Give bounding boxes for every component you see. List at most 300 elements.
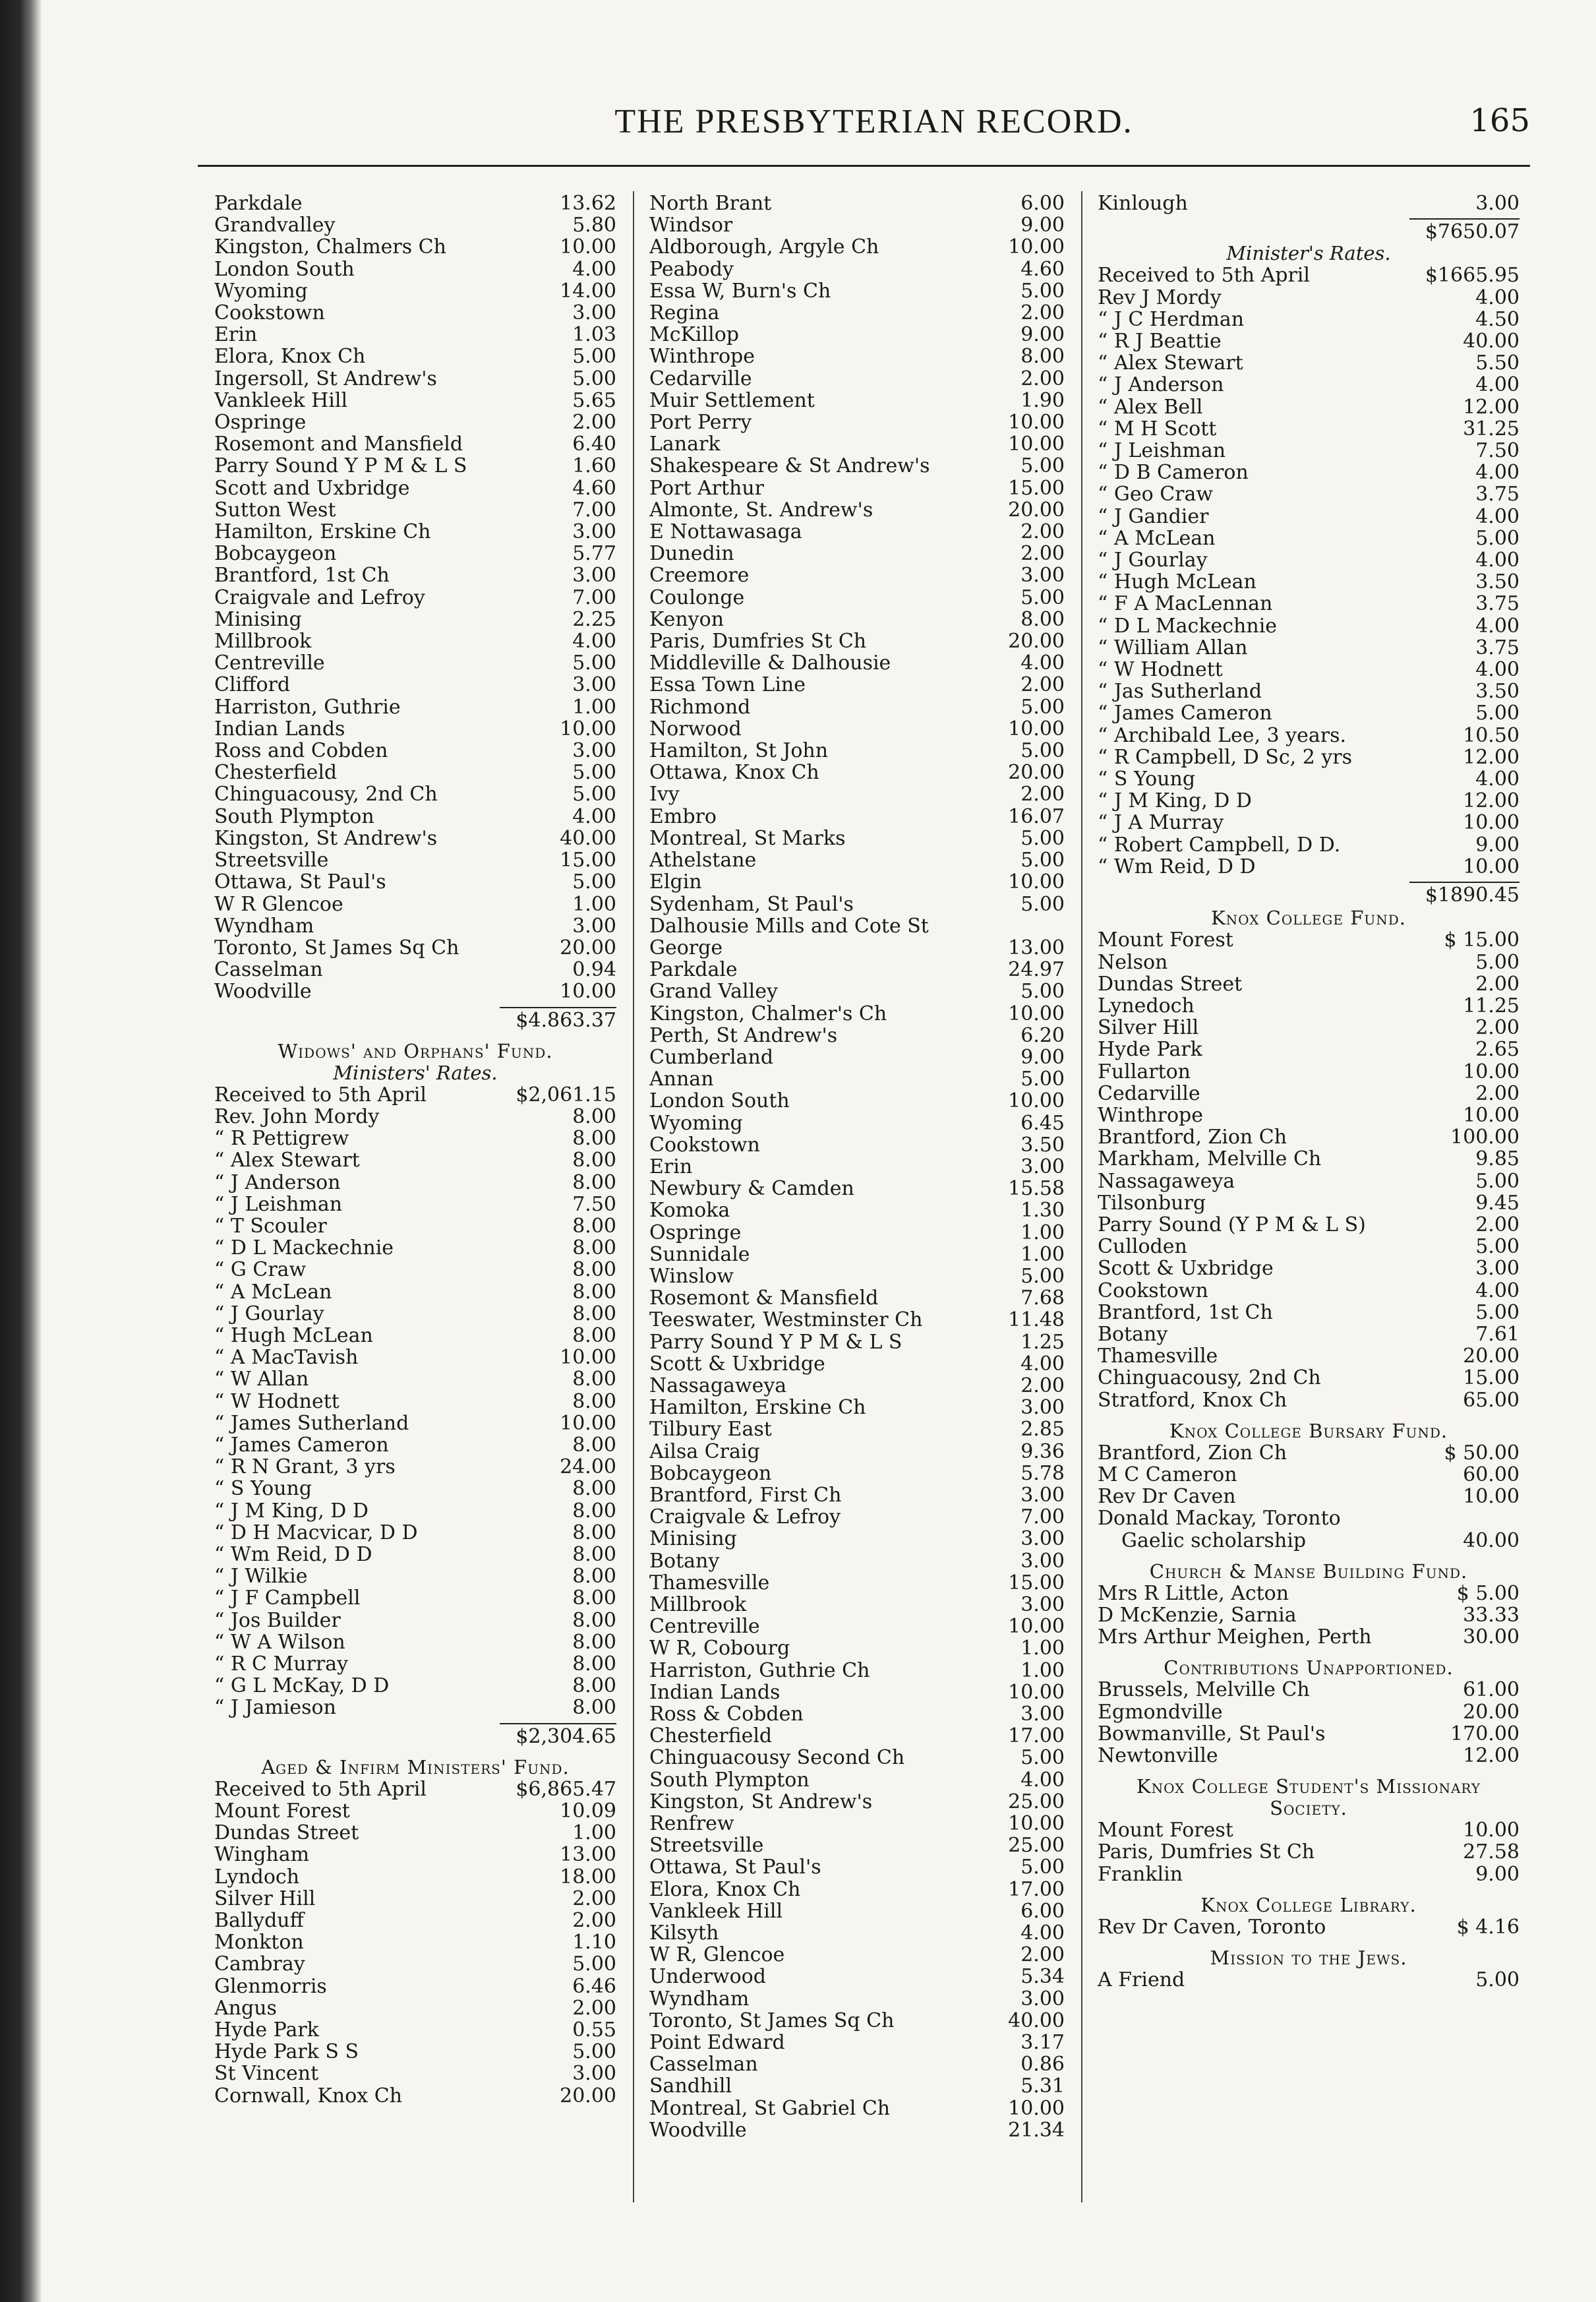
item-name: “ J M King, D D [214, 1499, 369, 1522]
list-item [214, 937, 616, 959]
item-name: Vankleek Hill [214, 389, 348, 412]
item-name: “ R J Beattie [1098, 330, 1222, 353]
item-name: “ Alex Stewart [214, 1149, 360, 1172]
item-name: Rosemont and Mansfield [214, 433, 463, 456]
item-amount: 4.60 [572, 476, 616, 500]
item-amount: 4.00 [1475, 461, 1520, 485]
item-amount: 4.00 [1475, 549, 1520, 572]
subtotal: $1890.45 [1098, 882, 1520, 906]
item-name: Point Edward [649, 2032, 785, 2054]
item-amount: 3.00 [1020, 1483, 1065, 1507]
item-name: “ J F Campbell [214, 1587, 361, 1610]
list-item [1098, 1105, 1520, 1126]
item-amount: 10.00 [1008, 1812, 1065, 1836]
list-item [649, 477, 1065, 499]
list-item [214, 674, 616, 696]
item-amount: $ 5.00 [1456, 1581, 1520, 1605]
item-name: Mount Forest [1098, 929, 1233, 952]
item-name: Ottawa, St Paul's [649, 1856, 821, 1879]
item-amount: 8.00 [572, 1236, 616, 1260]
list-item [214, 1931, 616, 1953]
page-header [218, 102, 1530, 148]
item-amount: 2.25 [572, 607, 616, 631]
item-name: Bobcaygeon [649, 1462, 772, 1484]
list-item [1098, 768, 1520, 790]
item-amount: 1.00 [1020, 1637, 1065, 1660]
item-amount: 3.00 [1020, 1155, 1065, 1178]
item-name: Peabody [649, 258, 734, 280]
list-item [214, 477, 616, 499]
item-name: “ A McLean [214, 1281, 332, 1303]
list-item [1098, 1061, 1520, 1083]
item-amount: 3.00 [1020, 564, 1065, 588]
item-amount: 6.00 [1020, 192, 1065, 215]
list-item [649, 521, 1065, 543]
item-amount: 3.00 [1020, 1527, 1065, 1551]
item-amount: 0.55 [572, 2018, 616, 2042]
item-amount: 9.00 [1475, 1862, 1520, 1886]
list-item [214, 1368, 616, 1390]
list-item [649, 1988, 1065, 2010]
item-name: “ James Cameron [1098, 702, 1272, 725]
item-amount: 1.00 [1020, 1221, 1065, 1244]
item-amount: 10.00 [1008, 1089, 1065, 1113]
item-amount: 25.00 [1008, 1790, 1065, 1813]
list-item [649, 1769, 1065, 1791]
item-name: “ W Hodnett [1098, 659, 1223, 681]
item-amount: 8.00 [572, 1521, 616, 1544]
list-item [214, 236, 616, 258]
list-item [214, 915, 616, 937]
list-item [214, 564, 616, 586]
item-name: “ Hugh McLean [1098, 571, 1256, 593]
item-name: “ W Allan [214, 1368, 309, 1391]
item-amount: 8.00 [572, 1149, 616, 1172]
item-amount: 8.00 [572, 1587, 616, 1610]
item-amount: 3.00 [572, 673, 616, 697]
item-amount: 7.68 [1020, 1287, 1065, 1310]
item-amount: 6.00 [1020, 1899, 1065, 1923]
item-amount: 8.00 [1020, 607, 1065, 631]
list-item [214, 543, 616, 564]
item-name: Dunedin [649, 543, 734, 565]
item-name: Richmond [649, 696, 751, 718]
item-name: Teeswater, Westminster Ch [649, 1309, 923, 1331]
list-item [214, 609, 616, 630]
section-heading: Knox College Library. [1200, 1893, 1417, 1916]
item-amount: 5.50 [1475, 351, 1520, 375]
list-item [649, 1112, 1065, 1134]
list-item [1098, 637, 1520, 659]
list-item [214, 1976, 616, 1997]
list-item [649, 762, 1065, 783]
item-name: Parkdale [214, 193, 303, 215]
item-amount: 40.00 [1008, 2009, 1065, 2032]
list-item [649, 587, 1065, 609]
list-item [1098, 1583, 1520, 1604]
item-name: Tilsonburg [1098, 1192, 1206, 1214]
item-name: Clifford [214, 674, 291, 696]
item-amount: 4.00 [1020, 651, 1065, 675]
list-item [1098, 1863, 1520, 1885]
item-amount: 3.00 [572, 564, 616, 588]
item-name: London South [214, 258, 355, 280]
item-amount: 24.97 [1008, 958, 1065, 982]
item-amount: 9.85 [1475, 1147, 1520, 1171]
list-item [649, 1703, 1065, 1725]
list-item [214, 1778, 616, 1800]
item-amount: 10.00 [560, 980, 616, 1004]
list-item [649, 1309, 1065, 1331]
item-amount: 5.00 [572, 761, 616, 785]
list-item [1098, 659, 1520, 681]
item-amount: 31.25 [1463, 417, 1520, 440]
list-item [1098, 374, 1520, 396]
item-amount: 10.00 [1463, 1103, 1520, 1127]
item-amount: 8.00 [572, 1368, 616, 1391]
list-item [1098, 1214, 1520, 1236]
item-amount: 18.00 [560, 1865, 616, 1889]
list-item [1098, 1148, 1520, 1170]
list-item [649, 652, 1065, 674]
list-item [214, 193, 616, 214]
list-item [214, 783, 616, 805]
list-item [649, 1178, 1065, 1199]
contribution-list [649, 193, 1065, 915]
item-name: Nelson [1098, 951, 1168, 973]
list-item [1098, 528, 1520, 549]
item-amount: 5.00 [1475, 1968, 1520, 1992]
item-name: Parry Sound Y P M & L S [214, 455, 467, 477]
item-amount: 2.00 [1020, 1374, 1065, 1397]
item-amount: 3.00 [572, 520, 616, 544]
item-amount: 20.00 [1008, 761, 1065, 785]
list-item [214, 1697, 616, 1718]
item-amount: 5.00 [572, 2040, 616, 2064]
item-name: Lynedoch [1098, 994, 1195, 1017]
item-amount: 4.00 [1475, 504, 1520, 528]
list-item [649, 2010, 1065, 2032]
list-item [214, 302, 616, 324]
item-name: “ Geo Craw [1098, 483, 1214, 506]
item-amount: 1.00 [1020, 1658, 1065, 1682]
list-item: Gaelic scholarship 40.00 [1121, 1529, 1520, 1552]
list-item [214, 1544, 616, 1565]
list-item [1098, 1302, 1520, 1323]
item-amount: 5.00 [1475, 950, 1520, 974]
item-name: Chinguacousy, 2nd Ch [1098, 1367, 1321, 1389]
item-name: Port Perry [649, 411, 752, 434]
list-item [214, 1997, 616, 2019]
item-name: “ Wm Reid, D D [1098, 855, 1256, 878]
item-name: Brantford, First Ch [649, 1484, 842, 1507]
list-item [1098, 746, 1520, 768]
list-item [214, 718, 616, 740]
list-item [649, 937, 1065, 959]
list-item [1098, 929, 1520, 951]
item-name: “ Alex Stewart [1098, 352, 1243, 375]
item-amount: 10.00 [560, 1411, 616, 1435]
item-amount: 2.00 [572, 1996, 616, 2020]
list-item [1098, 1604, 1520, 1626]
item-amount: 5.77 [572, 542, 616, 566]
item-amount: 1.10 [572, 1931, 616, 1954]
item-amount: 5.00 [1020, 1068, 1065, 1091]
item-name: “ J Gandier [1098, 505, 1209, 528]
list-item: Dalhousie Mills and Cote St [649, 915, 929, 937]
list-item [649, 1572, 1065, 1594]
item-amount: 5.65 [572, 388, 616, 412]
list-item [649, 2075, 1065, 2097]
item-amount: 5.00 [572, 870, 616, 894]
item-name: Woodville [214, 981, 312, 1003]
item-amount: 3.50 [1020, 1133, 1065, 1157]
item-name: Erin [214, 324, 258, 346]
aged-ministers-fund-list [214, 1778, 616, 2107]
item-amount: 3.00 [1020, 1396, 1065, 1420]
item-name: Paris, Dumfries St Ch [1098, 1841, 1315, 1863]
item-name: South Plympton [214, 805, 374, 828]
item-name: “ R Pettigrew [214, 1128, 349, 1150]
item-name: Ballyduff [214, 1910, 304, 1932]
list-item [649, 740, 1065, 762]
item-name: London South [649, 1090, 790, 1112]
list-item [649, 1594, 1065, 1616]
item-amount: 10.00 [1008, 1615, 1065, 1639]
item-name: “ R N Grant, 3 yrs [214, 1456, 396, 1478]
item-name: Elora, Knox Ch [649, 1878, 801, 1900]
list-item [649, 1900, 1065, 1922]
item-amount: 3.00 [1020, 1703, 1065, 1726]
item-amount: 9.00 [1020, 323, 1065, 347]
list-item [1098, 1192, 1520, 1214]
item-amount: 0.94 [572, 958, 616, 982]
item-name: Toronto, St James Sq Ch [649, 2009, 895, 2032]
item-name: Cumberland [649, 1046, 774, 1069]
item-amount: 8.00 [572, 1323, 616, 1347]
list-item [1098, 790, 1520, 812]
item-name: Winthrope [649, 346, 755, 368]
item-name: Ottawa, St Paul's [214, 871, 386, 894]
item-name: Fullarton [1098, 1060, 1191, 1083]
item-name: “ J Leishman [214, 1193, 343, 1215]
list-item [214, 959, 616, 981]
list-item [214, 1347, 616, 1368]
list-item [214, 806, 616, 828]
item-name: Essa W, Burn's Ch [649, 280, 831, 303]
item-amount: 3.00 [1020, 1549, 1065, 1573]
item-amount: 10.50 [1463, 723, 1520, 747]
list-item [649, 1244, 1065, 1265]
list-item [1098, 856, 1520, 878]
list-item [214, 2063, 616, 2084]
item-name: “ J A Murray [1098, 812, 1224, 834]
item-amount: 13.00 [1008, 936, 1065, 959]
item-name: W R Glencoe [214, 893, 343, 915]
item-name: Kingston, St Andrew's [649, 1790, 873, 1813]
list-item [214, 1106, 616, 1128]
item-name: Stratford, Knox Ch [1098, 1389, 1287, 1411]
item-amount: 5.00 [1020, 1264, 1065, 1288]
item-name: A Friend [1098, 1969, 1185, 1991]
item-amount: 8.00 [572, 1127, 616, 1151]
item-name: Mrs R Little, Acton [1098, 1582, 1289, 1604]
item-amount: 8.00 [1020, 345, 1065, 369]
item-name: “ Robert Campbell, D D. [1098, 833, 1341, 856]
item-amount: $ 50.00 [1444, 1441, 1520, 1465]
item-amount: 20.00 [560, 936, 616, 959]
item-name: Renfrew [649, 1813, 734, 1835]
item-name: Kenyon [649, 608, 724, 631]
item-amount: 3.00 [1020, 1593, 1065, 1616]
item-name: “ James Sutherland [214, 1412, 409, 1434]
item-amount: 1.00 [572, 1821, 616, 1845]
item-amount: 5.00 [572, 367, 616, 390]
section-subheading: Minister's Rates. [1226, 242, 1391, 265]
list-item [649, 674, 1065, 696]
item-name: Ross and Cobden [214, 740, 388, 762]
list-item [1098, 1626, 1520, 1648]
item-amount: 2.00 [572, 1909, 616, 1933]
item-name: Chesterfield [649, 1725, 773, 1747]
library-list [1098, 1916, 1520, 1938]
list-item [649, 433, 1065, 455]
item-amount: 5.00 [572, 345, 616, 369]
item-amount: 7.61 [1475, 1322, 1520, 1346]
item-amount: 5.00 [572, 1953, 616, 1976]
item-name: Hyde Park [1098, 1039, 1202, 1061]
item-amount: 13.62 [560, 192, 616, 215]
item-amount: 15.58 [1008, 1177, 1065, 1201]
item-amount: 9.00 [1475, 833, 1520, 857]
list-item [649, 1484, 1065, 1506]
item-name: Brantford, Zion Ch [1098, 1126, 1287, 1149]
list-item [649, 1879, 1065, 1900]
item-amount: $ 4.16 [1456, 1915, 1520, 1939]
item-name: “ D H Macvicar, D D [214, 1521, 418, 1544]
item-amount: 170.00 [1450, 1722, 1520, 1745]
list-item [1098, 702, 1520, 724]
item-name: E Nottawasaga [649, 521, 802, 543]
item-name: Dundas Street [1098, 973, 1243, 995]
item-amount: 5.00 [1020, 1856, 1065, 1879]
item-amount: 9.00 [1020, 214, 1065, 237]
item-name: “ S Young [1098, 768, 1196, 791]
list-item [1098, 264, 1520, 286]
item-amount: 10.00 [1008, 411, 1065, 435]
section-heading: Knox College Fund. [1211, 907, 1406, 930]
item-name: “ G L McKay, D D [214, 1675, 390, 1697]
item-amount: 2.00 [1475, 1081, 1520, 1105]
item-amount: 12.00 [1463, 1744, 1520, 1767]
item-amount: 10.00 [1008, 1002, 1065, 1025]
list-item [649, 1966, 1065, 1987]
list-item [1098, 483, 1520, 505]
list-item [214, 1128, 616, 1149]
item-amount: 8.00 [572, 1565, 616, 1589]
item-amount: 10.00 [1008, 235, 1065, 259]
item-name: Received to 5th April [1098, 264, 1310, 287]
item-amount: 20.00 [560, 2084, 616, 2107]
list-item [214, 630, 616, 652]
item-name: Windsor [649, 214, 733, 237]
item-amount: 8.00 [572, 1652, 616, 1676]
list-item [1098, 952, 1520, 973]
item-name: Glenmorris [214, 1975, 327, 1997]
item-amount: 14.00 [560, 279, 616, 303]
list-item [214, 521, 616, 543]
mission-jews-list [1098, 1969, 1520, 1991]
item-name: Hyde Park S S [214, 2041, 359, 2063]
item-amount: 2.00 [1020, 673, 1065, 697]
item-amount: 8.00 [572, 1542, 616, 1566]
item-name: “ A MacTavish [214, 1347, 359, 1369]
list-item [214, 258, 616, 280]
section-heading: Church & Manse Building Fund. [1149, 1560, 1468, 1583]
item-name: “ S Young [214, 1478, 312, 1500]
item-name: Culloden [1098, 1236, 1187, 1258]
knox-college-fund-list [1098, 929, 1520, 1410]
item-name: St Vincent [214, 2063, 319, 2085]
item-amount: 8.00 [572, 1258, 616, 1282]
list-item [649, 1791, 1065, 1813]
item-amount: 5.80 [572, 214, 616, 237]
list-item [649, 368, 1065, 390]
list-item [1098, 330, 1520, 352]
list-item [214, 828, 616, 849]
list-item [214, 368, 616, 390]
item-amount: 6.46 [572, 1974, 616, 1998]
list-item [1098, 1819, 1520, 1841]
item-name: Brussels, Melville Ch [1098, 1679, 1310, 1701]
list-item [214, 1456, 616, 1478]
item-amount: 15.00 [1463, 1366, 1520, 1390]
item-name: Port Arthur [649, 477, 765, 499]
item-name: Underwood [649, 1966, 766, 1988]
item-name: Rev Dr Caven [1098, 1486, 1236, 1508]
section-heading: Aged & Infirm Ministers' Fund. [261, 1755, 570, 1778]
item-amount: 15.00 [1008, 1571, 1065, 1594]
item-name: “ Alex Bell [1098, 396, 1203, 418]
item-name: Ingersoll, St Andrew's [214, 367, 437, 390]
list-item [214, 1910, 616, 1931]
item-amount: 3.00 [572, 914, 616, 938]
item-amount: 10.00 [560, 717, 616, 741]
item-amount: 4.00 [1020, 1922, 1065, 1945]
item-name: Indian Lands [649, 1681, 781, 1704]
item-name: Chesterfield [214, 762, 338, 784]
list-item [649, 302, 1065, 324]
column-2 [649, 193, 1065, 2141]
list-item [1098, 1039, 1520, 1060]
student-society-list [1098, 1819, 1520, 1885]
item-name: “ W A Wilson [214, 1631, 345, 1653]
item-name: Dundas Street [214, 1822, 359, 1844]
item-name: Winthrope [1098, 1104, 1203, 1127]
item-name: McKillop [649, 324, 739, 346]
item-name: Erin [649, 1155, 693, 1178]
item-name: Wyoming [649, 1112, 743, 1134]
item-amount: 8.00 [572, 1302, 616, 1325]
list-item [1098, 1679, 1520, 1701]
item-name: Annan [649, 1068, 714, 1091]
widows-fund-list [214, 1084, 616, 1719]
item-name: “ J Gourlay [1098, 549, 1208, 572]
item-name: Received to 5th April [214, 1083, 427, 1106]
list-item [1098, 1745, 1520, 1767]
list-item [649, 1681, 1065, 1703]
list-item [649, 1265, 1065, 1287]
